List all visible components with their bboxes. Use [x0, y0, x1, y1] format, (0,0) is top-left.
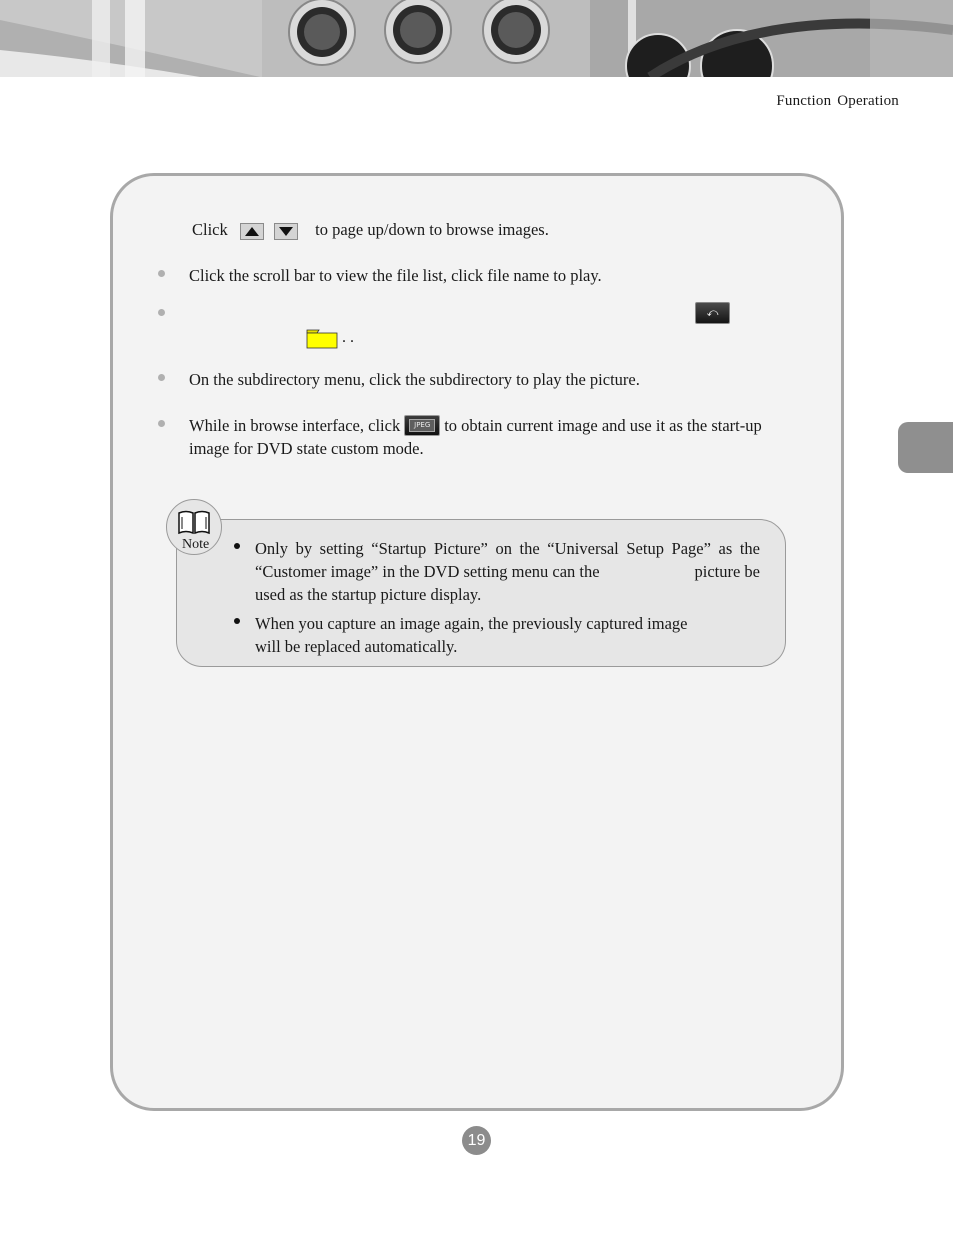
return-icon: ⤺	[695, 302, 730, 324]
browse-suffix: to obtain current image and use it as the start-up	[444, 416, 762, 435]
bullet-subdirectory-text: On the subdirectory menu, click the subdirectory to play the picture.	[189, 370, 640, 389]
page-number: 19	[462, 1126, 491, 1155]
folder-icon	[306, 329, 338, 349]
note-item1-line2b: picture be	[694, 562, 760, 581]
bullet-scroll-text: Click the scroll bar to view the file list, click file name to play.	[189, 266, 602, 285]
bullet-browse-line1	[189, 414, 762, 438]
note-item1-line3: used as the startup picture display.	[255, 585, 482, 604]
header-banner	[0, 0, 953, 77]
dashboard-banner-image	[0, 0, 953, 77]
bullet-dot	[158, 309, 165, 316]
note-item2-line1: When you capture an image again, the previously captured image	[255, 614, 688, 633]
chapter-side-tab	[898, 422, 953, 473]
note-label: Note	[182, 537, 210, 552]
note-item1-line1: Only by setting “Startup Picture” on the “Universal Setup Page” as the	[255, 539, 760, 558]
jpeg-label: JPEG	[409, 419, 435, 432]
section-title: Function Operation	[776, 93, 899, 109]
page-updown-line	[192, 218, 549, 241]
note-bullet-dot	[234, 543, 240, 549]
click-word: Click	[192, 220, 228, 239]
jpeg-capture-icon	[404, 415, 440, 436]
content-panel	[110, 173, 844, 1111]
bullet-browse-line2: image for DVD state custom mode.	[189, 439, 424, 458]
bullet-dot	[158, 270, 165, 277]
note-item2-line2: will be replaced automatically.	[255, 637, 458, 656]
browse-prefix: While in browse interface, click	[189, 416, 401, 435]
note-bullet-dot	[234, 618, 240, 624]
page-down-icon	[274, 223, 298, 240]
page-up-icon	[240, 223, 264, 240]
book-icon	[177, 509, 211, 535]
page-updown-text: to page up/down to browse images.	[315, 220, 549, 239]
bullet-dot	[158, 420, 165, 427]
note-item1-line2a: “Customer image” in the DVD setting menu can the	[255, 562, 600, 581]
folder-dots: . .	[342, 329, 354, 346]
note-item1-line2	[255, 560, 760, 583]
bullet-dot	[158, 374, 165, 381]
